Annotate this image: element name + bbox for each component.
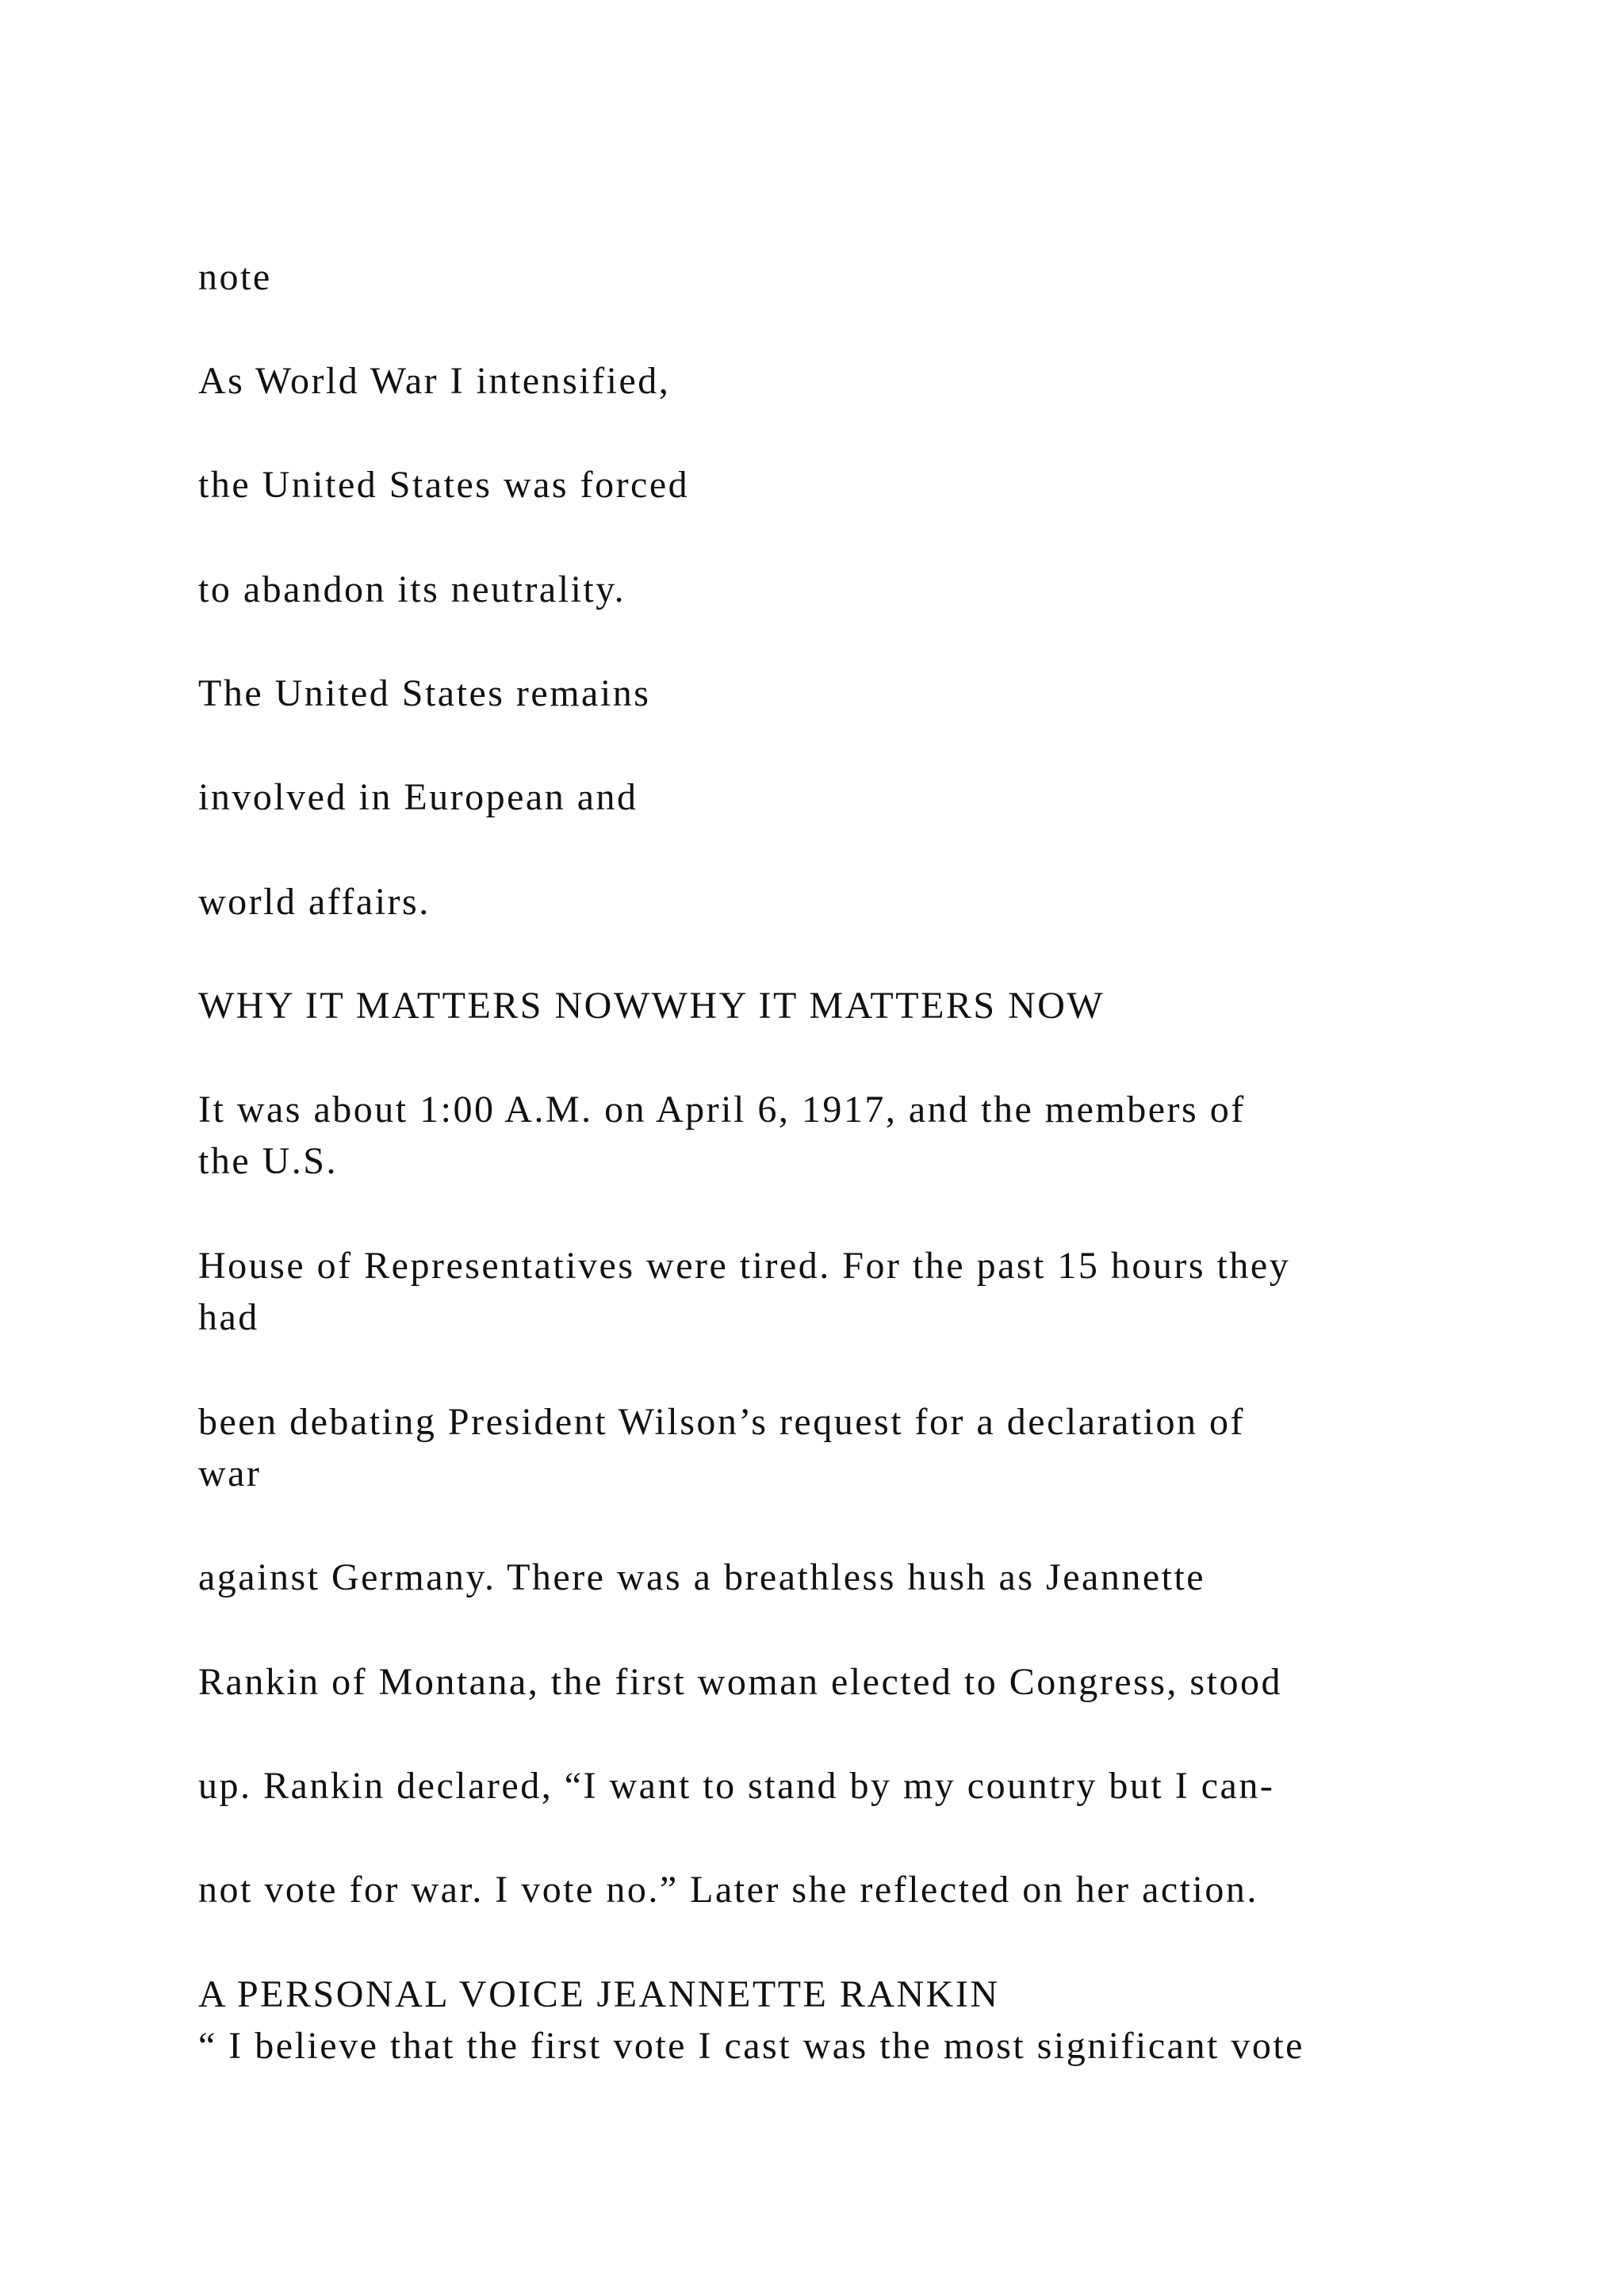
section-heading: WHY IT MATTERS NOWWHY IT MATTERS NOW [198,985,1105,1027]
text-line: note [198,256,272,298]
text-line: It was about 1:00 A.M. on April 6, 1917, and the members of [198,1089,1246,1131]
text-line: not vote for war. I vote no.” Later she reflected on her action. [198,1869,1258,1911]
text-line: As World War I intensified, [198,360,671,402]
text-line: the United States was forced [198,464,690,506]
section-heading: A PERSONAL VOICE JEANNETTE RANKIN [198,1973,1000,2015]
text-line: war [198,1452,262,1494]
text-line: Rankin of Montana, the first woman elected to Congress, stood [198,1661,1282,1703]
text-line: involved in European and [198,776,638,818]
text-line: up. Rankin declared, “I want to stand by my country but I can- [198,1765,1275,1807]
text-line: The United States remains [198,672,651,714]
quote-line: “ I believe that the first vote I cast was the most significant vote [198,2025,1304,2067]
text-line: against Germany. There was a breathless hush as Jeannette [198,1556,1206,1598]
text-line: been debating President Wilson’s request for a declaration of [198,1401,1245,1443]
text-line: world affairs. [198,881,431,923]
text-line: to abandon its neutrality. [198,568,626,610]
text-line: the U.S. [198,1140,338,1182]
text-line: had [198,1296,259,1338]
text-line: House of Representatives were tired. For the past 15 hours they [198,1245,1291,1287]
